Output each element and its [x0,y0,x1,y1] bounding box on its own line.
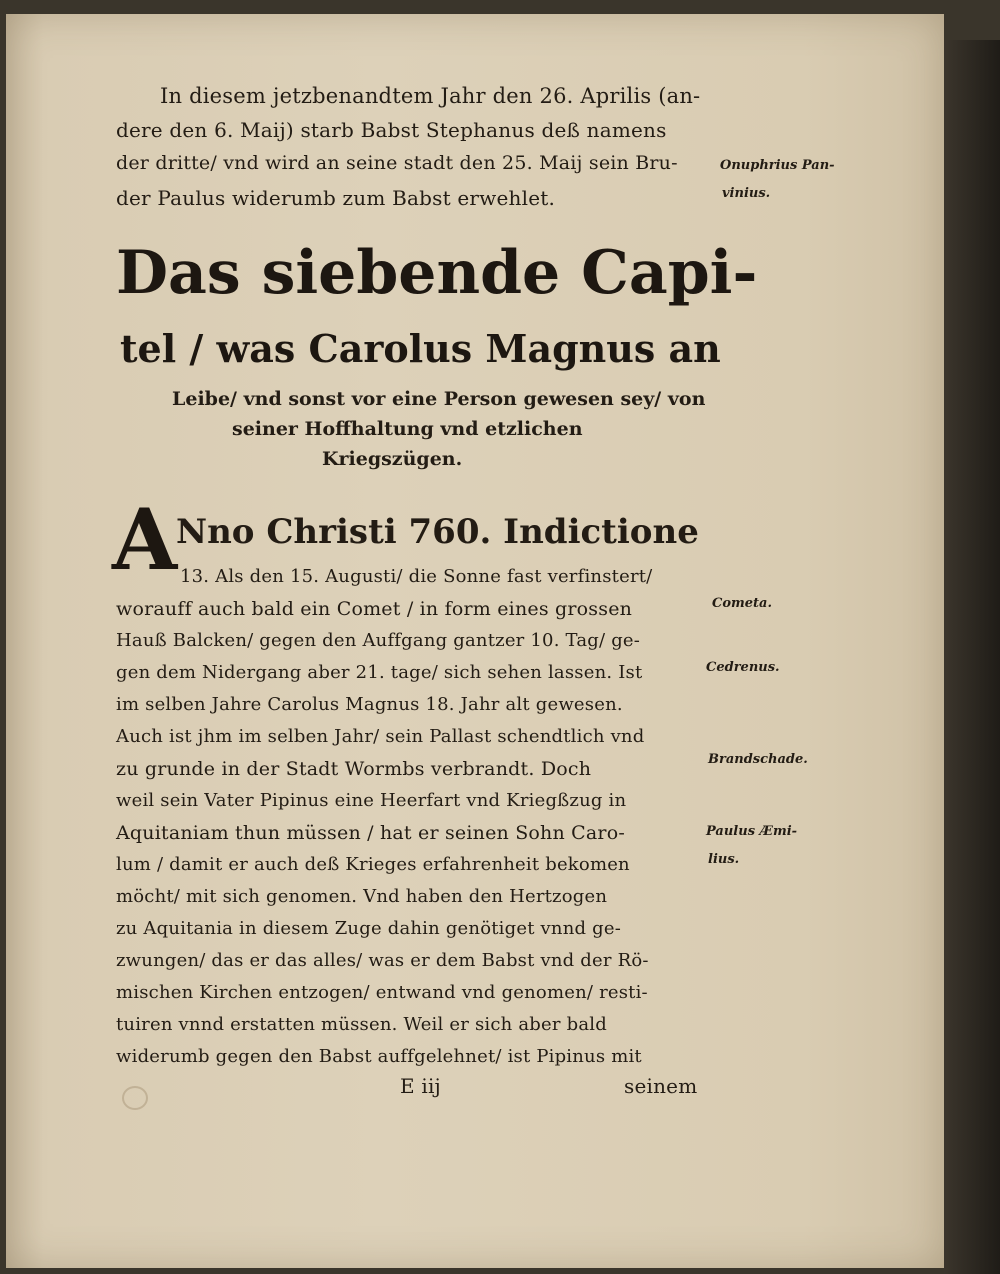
catchword: seinem [624,1074,698,1098]
body-line-9: Aquitaniam thun müssen / hat er seinen Sohn Caro- [116,822,625,844]
body-line-5: im selben Jahre Carolus Magnus 18. Jahr alt gewesen. [116,694,623,715]
body-line-1: 13. Als den 15. Augusti/ die Sonne fast verfinstert/ [180,566,653,587]
dropcap-letter: A [112,490,178,589]
chapter-title-line-1: Das siebende Capi- [116,238,758,308]
stain-mark [122,1086,148,1110]
body-line-7: zu grunde in der Stadt Wormbs verbrandt. Doch [116,758,592,780]
body-line-3: Hauß Balcken/ gegen den Auffgang gantzer 10. Tag/ ge- [116,630,641,651]
chapter-subtitle-line-3: Leibe/ vnd sonst vor eine Person gewesen sey/ von [172,388,706,410]
margin-note-paulus-1: Paulus Æmi- [706,824,798,839]
margin-note-cometa: Cometa. [712,596,772,611]
margin-note-cedrenus: Cedrenus. [706,660,780,675]
body-line-10: lum / damit er auch deß Krieges erfahrenheit bekomen [116,854,630,875]
chapter-subtitle-line-5: Kriegszügen. [322,448,463,470]
signature-mark: E iij [400,1074,441,1098]
top-line-4: der Paulus widerumb zum Babst erwehlet. [116,186,556,210]
top-line-2: dere den 6. Maij) starb Babst Stephanus deß namens [116,118,667,142]
body-first-line: Nno Christi 760. Indictione [176,512,699,552]
body-line-13: zwungen/ das er das alles/ was er dem Babst vnd der Rö- [116,950,649,971]
top-line-3: der dritte/ vnd wird an seine stadt den 25. Maij sein Bru- [116,152,678,174]
body-line-12: zu Aquitania in diesem Zuge dahin genötiget vnnd ge- [116,918,622,939]
page-edge [944,40,1000,1274]
body-line-6: Auch ist jhm im selben Jahr/ sein Pallast schendtlich vnd [116,726,645,747]
top-line-1: In diesem jetzbenandtem Jahr den 26. Aprilis (an- [160,84,701,108]
margin-note-onuphrius-1: Onuphrius Pan- [720,158,835,173]
chapter-title-line-2: tel / was Carolus Magnus an [120,326,721,371]
margin-note-onuphrius-2: vinius. [722,186,771,201]
margin-note-brandschade: Brandschade. [708,752,808,767]
chapter-subtitle-line-4: seiner Hoffhaltung vnd etzlichen [232,418,583,440]
body-line-4: gen dem Nidergang aber 21. tage/ sich sehen lassen. Ist [116,662,643,683]
margin-note-paulus-2: lius. [708,852,740,867]
body-line-11: möcht/ mit sich genomen. Vnd haben den Hertzogen [116,886,608,907]
body-line-2: worauff auch bald ein Comet / in form eines grossen [116,598,633,620]
body-line-16: widerumb gegen den Babst auffgelehnet/ ist Pipinus mit [116,1046,642,1067]
body-line-14: mischen Kirchen entzogen/ entwand vnd genomen/ resti- [116,982,648,1003]
body-line-8: weil sein Vater Pipinus eine Heerfart vnd Kriegßzug in [116,790,627,811]
body-line-15: tuiren vnnd erstatten müssen. Weil er sich aber bald [116,1014,607,1035]
